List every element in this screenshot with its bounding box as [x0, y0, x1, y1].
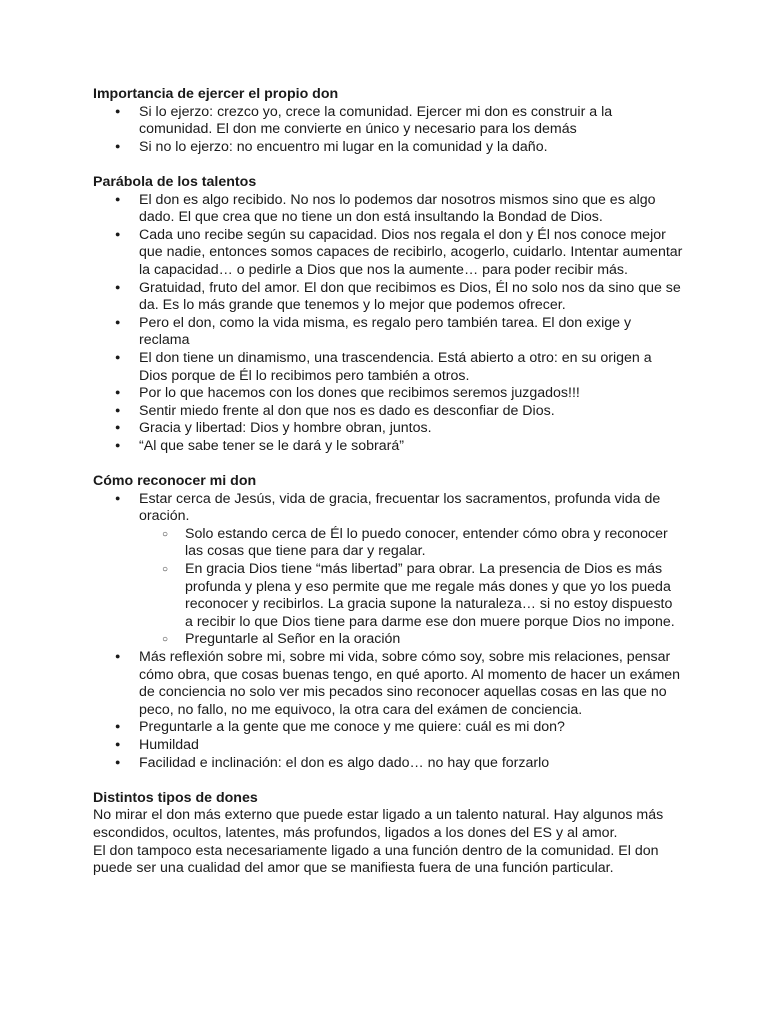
sub-list-item-text: Preguntarle al Señor en la oración	[185, 631, 401, 648]
bullet-circle-icon	[162, 561, 172, 580]
list-item-text: Más reflexión sobre mi, sobre mi vida, sobre cómo soy, sobre mis relaciones, pensar cómo obra, que cosas buenas tengo, en qué aporto. Al momento de hacer un exámen de conciencia no solo ver mis pecados sino reconocer aquellas cosas en las que no peco, no fallo, no me equivoco, la otra cara del exámen de conciencia.	[139, 649, 681, 718]
list-item-text: Gratuidad, fruto del amor. El don que recibimos es Dios, Él no solo nos da sino que se da. Es lo más grande que tenemos y lo mejor que podemos ofrecer.	[139, 279, 681, 314]
list-item-text: Sentir miedo frente al don que nos es dado es desconfiar de Dios.	[139, 402, 555, 419]
bullet-circle-icon	[162, 631, 172, 650]
sub-list-item	[93, 631, 683, 649]
bullet-dot-icon	[115, 491, 125, 510]
sub-bullet-list	[93, 526, 683, 649]
list-item-text: Cada uno recibe según su capacidad. Dios nos regala el don y Él nos conoce mejor que nadie, entonces somos capaces de recibirlo, acogerlo, cuidarlo. Intentar aumentar la capacidad… o pedirle a Dios que nos la aumente… para poder recibir más.	[139, 226, 683, 278]
paragraph: El don tampoco esta necesariamente ligado a una función dentro de la comunidad. El don puede ser una cualidad del amor que se manifiesta fuera de una función particular.	[93, 842, 659, 877]
bullet-dot-icon	[115, 737, 125, 756]
list-item-text: Preguntarle a la gente que me conoce y me quiere: cuál es mi don?	[139, 719, 565, 736]
list-item	[93, 649, 683, 719]
section-reconocer	[93, 473, 683, 772]
list-item	[93, 737, 683, 755]
section-heading: Importancia de ejercer el propio don	[93, 86, 339, 102]
sub-list-item	[93, 526, 683, 561]
bullet-dot-icon	[115, 227, 125, 246]
list-item-text: El don tiene un dinamismo, una trascendencia. Está abierto a otro: en su origen a Dios porque de Él lo recibimos pero también a otros.	[139, 349, 652, 384]
sub-list-item-text: Solo estando cerca de Él lo puedo conocer, entender cómo obra y reconocer las cosas que tiene para dar y regalar.	[185, 525, 668, 560]
sub-list-item-text: En gracia Dios tiene “más libertad” para obrar. La presencia de Dios es más profunda y plena y eso permite que me regale más dones y que yo los pueda reconocer y recibirlos. La gracia supone la naturaleza… si no estoy dispuesto a recibir lo que Dios tiene para darme ese don muere porque Dios no impone.	[185, 561, 675, 630]
bullet-dot-icon	[115, 192, 125, 211]
paragraph: No mirar el don más externo que puede estar ligado a un talento natural. Hay algunos más escondidos, ocultos, latentes, más profundos, ligados a los dones del ES y al amor.	[93, 807, 664, 841]
bullet-dot-icon	[115, 280, 125, 299]
list-item	[93, 192, 683, 227]
list-item-text: “Al que sabe tener se le dará y le sobrará”	[139, 437, 404, 454]
list-item-text: Estar cerca de Jesús, vida de gracia, frecuentar los sacramentos, profunda vida de oración.	[139, 490, 661, 525]
bullet-dot-icon	[115, 438, 125, 457]
bullet-list	[93, 192, 683, 456]
bullet-dot-icon	[115, 385, 125, 404]
bullet-dot-icon	[115, 350, 125, 369]
bullet-dot-icon	[115, 420, 125, 439]
list-item-text: Por lo que hacemos con los dones que recibimos seremos juzgados!!!	[139, 385, 580, 402]
list-item	[93, 438, 683, 456]
list-item	[93, 385, 683, 403]
bullet-dot-icon	[115, 139, 125, 158]
list-item-text: El don es algo recibido. No nos lo podemos dar nosotros mismos sino que es algo dado. El que crea que no tiene un don está insultando la Bondad de Dios.	[139, 191, 656, 226]
bullet-dot-icon	[115, 315, 125, 334]
bullet-dot-icon	[115, 649, 125, 668]
list-item	[93, 719, 683, 737]
section-heading: Distintos tipos de dones	[93, 789, 258, 806]
bullet-list	[93, 491, 683, 526]
bullet-dot-icon	[115, 755, 125, 774]
document-page	[93, 86, 683, 895]
list-item	[93, 315, 683, 350]
list-item	[93, 104, 683, 139]
bullet-circle-icon	[162, 526, 172, 545]
bullet-dot-icon	[115, 403, 125, 422]
bullet-dot-icon	[115, 104, 125, 123]
list-item	[93, 280, 683, 315]
list-item-text: Si lo ejerzo: crezco yo, crece la comunidad. Ejercer mi don es construir a la comunidad. El don me convierte en único y necesario para los demás	[139, 103, 613, 138]
section-heading: Cómo reconocer mi don	[93, 473, 257, 490]
bullet-list	[93, 649, 683, 772]
list-item	[93, 755, 683, 773]
list-item-text: Humildad	[139, 736, 199, 753]
list-item-text: Gracia y libertad: Dios y hombre obran, juntos.	[139, 420, 432, 437]
list-item	[93, 420, 683, 438]
bullet-dot-icon	[115, 719, 125, 738]
list-item-text: Si no lo ejerzo: no encuentro mi lugar en la comunidad y la daño.	[139, 138, 548, 155]
list-item	[93, 350, 683, 385]
list-item	[93, 491, 683, 526]
section-tipos	[93, 790, 683, 878]
bullet-list	[93, 104, 683, 157]
section-parabola	[93, 174, 683, 456]
list-item-text: Facilidad e inclinación: el don es algo dado… no hay que forzarlo	[139, 754, 550, 771]
list-item	[93, 403, 683, 421]
sub-list-item	[93, 561, 683, 631]
list-item	[93, 139, 683, 157]
list-item-text: Pero el don, como la vida misma, es regalo pero también tarea. El don exige y reclama	[139, 314, 632, 349]
section-heading: Parábola de los talentos	[93, 173, 257, 190]
list-item	[93, 227, 683, 280]
section-importancia	[93, 86, 683, 156]
